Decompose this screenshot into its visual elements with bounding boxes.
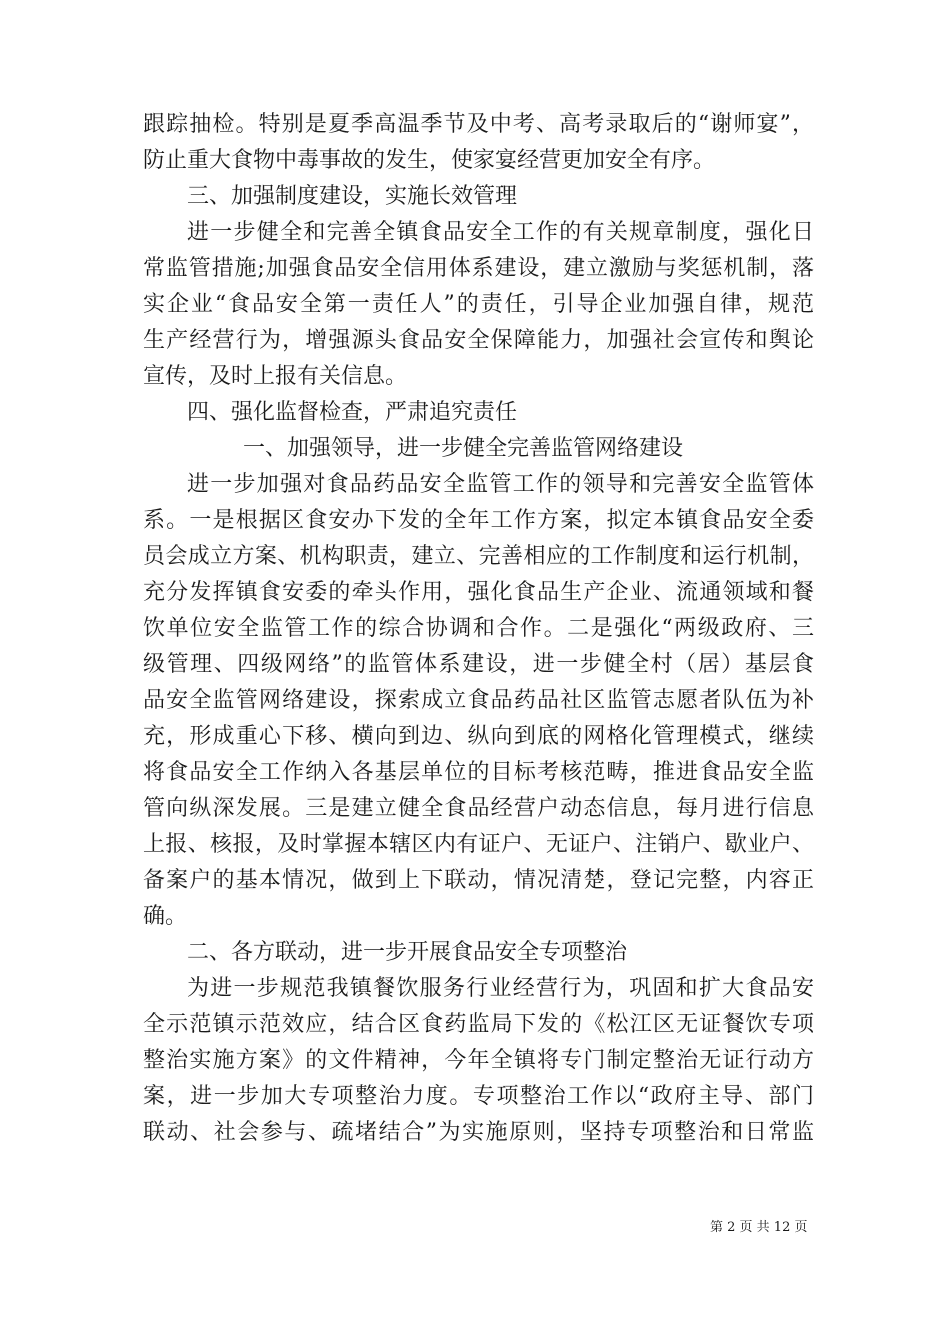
text-line: 防止重大食物中毒事故的发生，使家宴经营更加安全有序。 xyxy=(143,148,716,173)
text-line: 联动、社会参与、疏堵结合”为实施原则，坚持专项整治和日常监 xyxy=(143,1120,814,1145)
text-line: 饮单位安全监管工作的综合协调和合作。二是强化“两级政府、三 xyxy=(143,616,814,641)
text-line: 系。一是根据区食安办下发的全年工作方案，拟定本镇食品安全委 xyxy=(143,508,814,533)
text-line: 管向纵深发展。三是建立健全食品经营户动态信息，每月进行信息 xyxy=(143,796,814,821)
text-line: 案，进一步加大专项整治力度。专项整治工作以“政府主导、部门 xyxy=(143,1084,814,1109)
section-heading: 三、加强制度建设，实施长效管理 xyxy=(187,184,518,209)
text-line: 品安全监管网络建设，探索成立食品药品社区监管志愿者队伍为补 xyxy=(143,688,814,713)
text-line: 进一步健全和完善全镇食品安全工作的有关规章制度，强化日 xyxy=(187,220,814,245)
text-line: 进一步加强对食品药品安全监管工作的领导和完善安全监管体 xyxy=(187,472,814,497)
text-line: 宣传，及时上报有关信息。 xyxy=(143,364,408,389)
text-line: 全示范镇示范效应，结合区食药监局下发的《松江区无证餐饮专项 xyxy=(143,1012,814,1037)
page-number xyxy=(0,1218,950,1238)
text-line: 备案户的基本情况，做到上下联动，情况清楚，登记完整，内容正 xyxy=(143,868,814,893)
text-line: 将食品安全工作纳入各基层单位的目标考核范畴，推进食品安全监 xyxy=(143,760,814,785)
text-line: 生产经营行为，增强源头食品安全保障能力，加强社会宣传和舆论 xyxy=(143,328,814,353)
text-line: 实企业“食品安全第一责任人”的责任，引导企业加强自律，规范 xyxy=(143,292,814,317)
text-line: 上报、核报，及时掌握本辖区内有证户、无证户、注销户、歇业户、 xyxy=(143,832,814,857)
text-line: 充，形成重心下移、横向到边、纵向到底的网格化管理模式，继续 xyxy=(143,724,814,749)
text-line: 跟踪抽检。特别是夏季高温季节及中考、高考录取后的“谢师宴”， xyxy=(143,112,814,137)
text-line: 整治实施方案》的文件精神，今年全镇将专门制定整治无证行动方 xyxy=(143,1048,814,1073)
text-line: 常监管措施;加强食品安全信用体系建设，建立激励与奖惩机制，落 xyxy=(143,256,814,281)
section-heading: 一、加强领导，进一步健全完善监管网络建设 xyxy=(243,436,684,461)
text-line: 确。 xyxy=(143,904,188,929)
text-line: 级管理、四级网络”的监管体系建设，进一步健全村（居）基层食 xyxy=(143,652,814,677)
section-heading: 二、各方联动，进一步开展食品安全专项整治 xyxy=(187,940,628,965)
text-line: 为进一步规范我镇餐饮服务行业经营行为，巩固和扩大食品安 xyxy=(187,976,814,1001)
text-line: 员会成立方案、机构职责，建立、完善相应的工作制度和运行机制， xyxy=(143,544,814,569)
section-heading: 四、强化监督检查，严肃追究责任 xyxy=(187,400,518,425)
text-line: 充分发挥镇食安委的牵头作用，强化食品生产企业、流通领域和餐 xyxy=(143,580,814,605)
page-number-label: 第 2 页 共 12 页 xyxy=(710,1220,808,1235)
